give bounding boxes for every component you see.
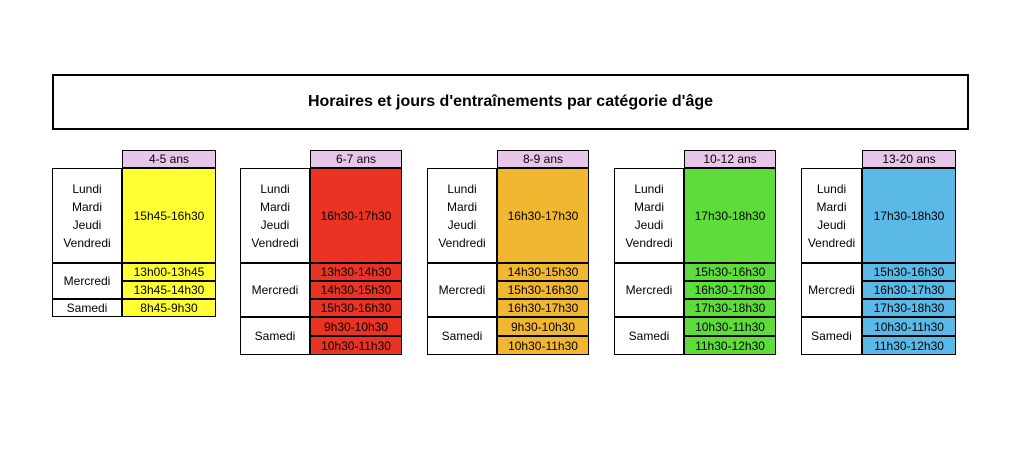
saturday-cell: Samedi xyxy=(52,299,122,317)
day-label: Jeudi xyxy=(260,217,290,232)
wednesday-slot: 14h30-15h30 xyxy=(497,263,589,281)
saturday-slot: 8h45-9h30 xyxy=(122,299,216,317)
day-label: Vendredi xyxy=(63,235,111,250)
wednesday-cell: Mercredi xyxy=(614,263,684,317)
wednesday-slot: 15h30-16h30 xyxy=(310,299,402,317)
saturday-cell: Samedi xyxy=(801,317,862,355)
weekday-slot: 16h30-17h30 xyxy=(310,168,402,263)
day-label: Lundi xyxy=(634,181,664,196)
category-header: 6-7 ans xyxy=(310,150,402,168)
day-label: Vendredi xyxy=(807,235,856,250)
wednesday-slot: 14h30-15h30 xyxy=(310,281,402,299)
weekday-slot: 15h45-16h30 xyxy=(122,168,216,263)
category-header: 13-20 ans xyxy=(862,150,956,168)
wednesday-slot: 17h30-18h30 xyxy=(862,299,956,317)
saturday-slot: 9h30-10h30 xyxy=(310,317,402,336)
wednesday-cell: Mercredi xyxy=(801,263,862,317)
weekday-slot: 17h30-18h30 xyxy=(862,168,956,263)
saturday-slot: 10h30-11h30 xyxy=(862,317,956,336)
category-header: 8-9 ans xyxy=(497,150,589,168)
weekdays-cell xyxy=(614,168,684,263)
weekdays-cell xyxy=(240,168,310,263)
page-title: Horaires et jours d'entraînements par catégorie d'âge xyxy=(52,74,969,130)
weekdays-cell xyxy=(801,168,862,263)
wednesday-cell: Mercredi xyxy=(427,263,497,317)
day-label: Mardi xyxy=(446,199,477,214)
saturday-cell: Samedi xyxy=(427,317,497,355)
day-label: Mardi xyxy=(633,199,664,214)
wednesday-cell: Mercredi xyxy=(240,263,310,317)
weekdays-cell xyxy=(52,168,122,263)
day-label: Mardi xyxy=(816,199,847,214)
wednesday-slot: 15h30-16h30 xyxy=(862,263,956,281)
saturday-slot: 11h30-12h30 xyxy=(862,336,956,355)
wednesday-slot: 17h30-18h30 xyxy=(684,299,776,317)
saturday-cell: Samedi xyxy=(240,317,310,355)
weekday-slot: 17h30-18h30 xyxy=(684,168,776,263)
category-header: 4-5 ans xyxy=(122,150,216,168)
wednesday-slot: 16h30-17h30 xyxy=(684,281,776,299)
day-label: Vendredi xyxy=(438,235,486,250)
category-header: 10-12 ans xyxy=(684,150,776,168)
weekday-slot: 16h30-17h30 xyxy=(497,168,589,263)
day-label: Lundi xyxy=(816,181,847,196)
weekdays-cell xyxy=(427,168,497,263)
day-label: Mardi xyxy=(71,199,102,214)
saturday-slot: 11h30-12h30 xyxy=(684,336,776,355)
wednesday-slot: 13h00-13h45 xyxy=(122,263,216,281)
day-label: Jeudi xyxy=(447,217,477,232)
saturday-cell: Samedi xyxy=(614,317,684,355)
wednesday-slot: 15h30-16h30 xyxy=(684,263,776,281)
day-label: Jeudi xyxy=(817,217,846,232)
wednesday-cell: Mercredi xyxy=(52,263,122,299)
day-label: Mardi xyxy=(259,199,290,214)
day-label: Lundi xyxy=(447,181,477,196)
wednesday-slot: 13h30-14h30 xyxy=(310,263,402,281)
day-label: Vendredi xyxy=(625,235,673,250)
day-label: Lundi xyxy=(260,181,290,196)
saturday-slot: 9h30-10h30 xyxy=(497,317,589,336)
saturday-slot: 10h30-11h30 xyxy=(310,336,402,355)
day-label: Vendredi xyxy=(251,235,299,250)
day-label: Jeudi xyxy=(634,217,664,232)
day-label: Lundi xyxy=(72,181,102,196)
wednesday-slot: 15h30-16h30 xyxy=(497,281,589,299)
day-label: Jeudi xyxy=(72,217,102,232)
wednesday-slot: 16h30-17h30 xyxy=(862,281,956,299)
wednesday-slot: 13h45-14h30 xyxy=(122,281,216,299)
wednesday-slot: 16h30-17h30 xyxy=(497,299,589,317)
saturday-slot: 10h30-11h30 xyxy=(684,317,776,336)
saturday-slot: 10h30-11h30 xyxy=(497,336,589,355)
